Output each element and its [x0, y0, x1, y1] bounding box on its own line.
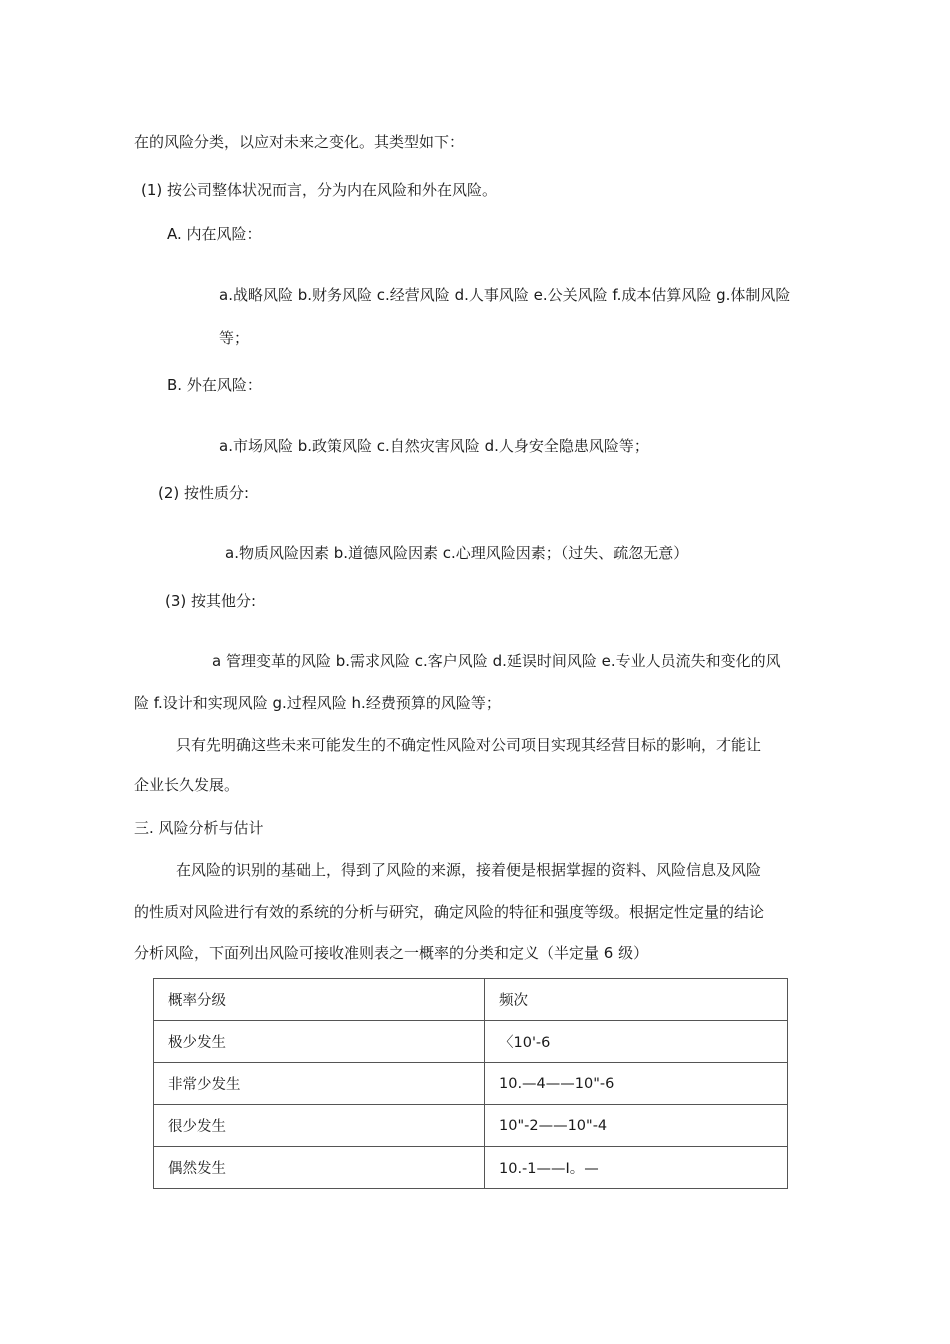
frequency-cell: 〈10'-6 — [485, 1021, 788, 1063]
level-cell: 偶然发生 — [154, 1147, 485, 1189]
conclusion-line2: 企业长久发展。 — [134, 776, 240, 794]
item-1-heading: (1) 按公司整体状况而言，分为内在风险和外在风险。 — [141, 181, 498, 199]
level-cell: 非常少发生 — [154, 1063, 485, 1105]
item-2-heading: (2) 按性质分: — [158, 484, 250, 502]
table-row — [154, 1021, 788, 1063]
section-heading: 三. 风险分析与估计 — [134, 819, 264, 837]
probability-table — [153, 978, 788, 1189]
analysis-paragraph-line2: 的性质对风险进行有效的系统的分析与研究，确定风险的特征和强度等级。根据定性定量的结论 — [134, 903, 765, 921]
frequency-cell: 10.—4——10"-6 — [485, 1063, 788, 1105]
table-row — [154, 1063, 788, 1105]
frequency-cell: 10.-1——I。— — [485, 1147, 788, 1189]
conclusion-line1: 只有先明确这些未来可能发生的不确定性风险对公司项目实现其经营目标的影响，才能让 — [176, 736, 762, 754]
internal-risk-list-line2: 等； — [219, 329, 250, 347]
external-risk-list: a.市场风险 b.政策风险 c.自然灾害风险 d.人身安全隐患风险等； — [219, 437, 649, 455]
level-cell: 极少发生 — [154, 1021, 485, 1063]
table-header-row — [154, 979, 788, 1021]
subitem-b-heading: B. 外在风险： — [167, 376, 262, 394]
level-cell: 很少发生 — [154, 1105, 485, 1147]
table-row — [154, 1147, 788, 1189]
header-cell-frequency: 频次 — [485, 979, 788, 1021]
paragraph-intro: 在的风险分类，以应对未来之变化。其类型如下： — [134, 133, 465, 151]
frequency-cell: 10"-2——10"-4 — [485, 1105, 788, 1147]
internal-risk-list-line1: a.战略风险 b.财务风险 c.经营风险 d.人事风险 e.公关风险 f.成本估算风险 g.体制风险 — [219, 286, 791, 304]
table-row — [154, 1105, 788, 1147]
subitem-a-heading: A. 内在风险： — [167, 225, 262, 243]
other-risk-list-line2: 险 f.设计和实现风险 g.过程风险 h.经费预算的风险等； — [134, 694, 501, 712]
other-risk-list-line1: a 管理变革的风险 b.需求风险 c.客户风险 d.延误时间风险 e.专业人员流失和变化的风 — [212, 652, 781, 670]
analysis-paragraph-line3: 分析风险，下面列出风险可接收准则表之一概率的分类和定义（半定量 6 级） — [134, 944, 649, 962]
header-cell-level: 概率分级 — [154, 979, 485, 1021]
nature-risk-list: a.物质风险因素 b.道德风险因素 c.心理风险因素；（过失、疏忽无意） — [225, 544, 689, 562]
item-3-heading: (3) 按其他分: — [165, 592, 257, 610]
analysis-paragraph-line1: 在风险的识别的基础上，得到了风险的来源，接着便是根据掌握的资料、风险信息及风险 — [176, 861, 762, 879]
